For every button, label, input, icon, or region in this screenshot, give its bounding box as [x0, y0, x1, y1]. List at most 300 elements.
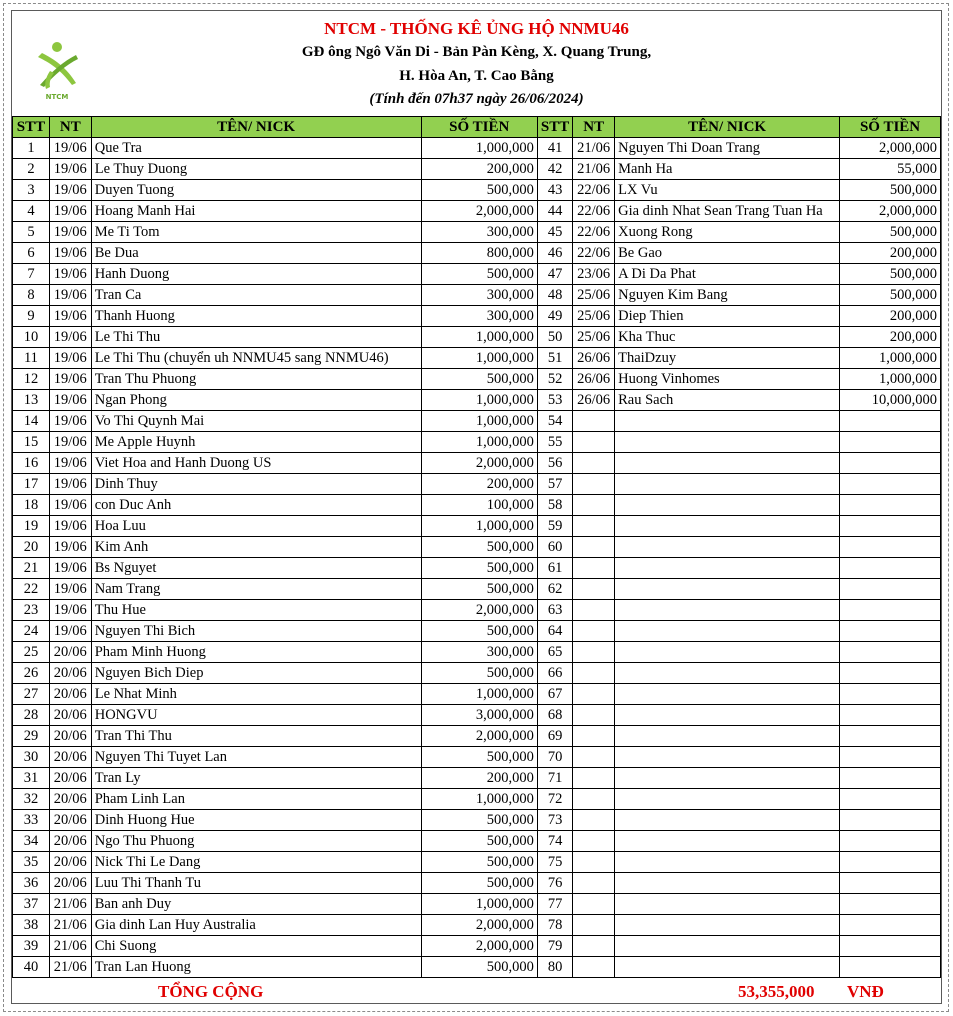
table-row — [13, 264, 941, 285]
cell-date: 22/06 — [573, 180, 615, 201]
cell-amount — [840, 852, 941, 873]
cell-amount — [840, 558, 941, 579]
cell-stt: 5 — [13, 222, 50, 243]
table-row — [13, 642, 941, 663]
sheet — [11, 10, 942, 1004]
cell-date — [573, 726, 615, 747]
table-row — [13, 726, 941, 747]
cell-stt: 52 — [537, 369, 572, 390]
cell-amount: 500,000 — [421, 180, 537, 201]
cell-date: 20/06 — [49, 810, 91, 831]
cell-date: 20/06 — [49, 684, 91, 705]
cell-name — [615, 579, 840, 600]
cell-amount: 2,000,000 — [840, 201, 941, 222]
cell-amount: 500,000 — [421, 957, 537, 978]
table-row — [13, 369, 941, 390]
cell-date: 21/06 — [49, 894, 91, 915]
cell-stt: 24 — [13, 621, 50, 642]
cell-name: Be Gao — [615, 243, 840, 264]
cell-date: 22/06 — [573, 201, 615, 222]
cell-name — [615, 873, 840, 894]
cell-date — [573, 537, 615, 558]
cell-date: 21/06 — [49, 915, 91, 936]
cell-stt: 68 — [537, 705, 572, 726]
cell-name — [615, 894, 840, 915]
cell-name: Rau Sach — [615, 390, 840, 411]
total-amount: 53,355,000 — [738, 982, 815, 1001]
cell-amount — [840, 537, 941, 558]
cell-date: 19/06 — [49, 138, 91, 159]
cell-amount — [840, 642, 941, 663]
cell-name — [615, 747, 840, 768]
cell-stt: 62 — [537, 579, 572, 600]
cell-stt: 19 — [13, 516, 50, 537]
cell-name: Le Thuy Duong — [91, 159, 421, 180]
cell-amount — [840, 453, 941, 474]
cell-name: Gia dinh Nhat Sean Trang Tuan Ha — [615, 201, 840, 222]
cell-date — [573, 684, 615, 705]
cell-amount: 2,000,000 — [421, 726, 537, 747]
cell-date — [573, 936, 615, 957]
cell-amount: 1,000,000 — [421, 432, 537, 453]
cell-name — [615, 642, 840, 663]
cell-stt: 35 — [13, 852, 50, 873]
cell-name: Tran Thu Phuong — [91, 369, 421, 390]
cell-amount: 200,000 — [421, 768, 537, 789]
table-row — [13, 558, 941, 579]
cell-stt: 61 — [537, 558, 572, 579]
cell-date: 25/06 — [573, 306, 615, 327]
cell-date: 26/06 — [573, 369, 615, 390]
cell-amount: 800,000 — [421, 243, 537, 264]
cell-amount: 2,000,000 — [840, 138, 941, 159]
cell-amount — [840, 621, 941, 642]
cell-date: 19/06 — [49, 390, 91, 411]
cell-date: 20/06 — [49, 852, 91, 873]
table-row — [13, 285, 941, 306]
cell-amount: 500,000 — [840, 222, 941, 243]
cell-stt: 53 — [537, 390, 572, 411]
cell-amount — [840, 768, 941, 789]
cell-stt: 16 — [13, 453, 50, 474]
cell-date: 19/06 — [49, 411, 91, 432]
cell-stt: 80 — [537, 957, 572, 978]
cell-name: Le Thi Thu (chuyển uh NNMU45 sang NNMU46) — [91, 348, 421, 369]
cell-name — [615, 684, 840, 705]
cell-stt: 37 — [13, 894, 50, 915]
cell-date: 19/06 — [49, 306, 91, 327]
col-header-nt: NT — [49, 117, 91, 138]
cell-date: 20/06 — [49, 789, 91, 810]
cell-stt: 77 — [537, 894, 572, 915]
cell-date: 19/06 — [49, 537, 91, 558]
cell-name: Xuong Rong — [615, 222, 840, 243]
col-header-stt-2: STT — [537, 117, 572, 138]
cell-date: 22/06 — [573, 243, 615, 264]
cell-amount — [840, 579, 941, 600]
cell-date: 19/06 — [49, 285, 91, 306]
cell-date: 19/06 — [49, 516, 91, 537]
table-row — [13, 873, 941, 894]
table-row — [13, 915, 941, 936]
cell-amount — [840, 705, 941, 726]
cell-name: Pham Minh Huong — [91, 642, 421, 663]
cell-amount: 500,000 — [421, 621, 537, 642]
cell-amount — [840, 789, 941, 810]
cell-date: 21/06 — [573, 138, 615, 159]
cell-name: con Duc Anh — [91, 495, 421, 516]
cell-date — [573, 453, 615, 474]
cell-name: Tran Lan Huong — [91, 957, 421, 978]
cell-date: 19/06 — [49, 327, 91, 348]
cell-name: Tran Ca — [91, 285, 421, 306]
cell-name: Manh Ha — [615, 159, 840, 180]
cell-name — [615, 432, 840, 453]
cell-date — [573, 516, 615, 537]
cell-amount: 1,000,000 — [421, 138, 537, 159]
cell-date: 23/06 — [573, 264, 615, 285]
cell-date — [573, 747, 615, 768]
table-row — [13, 138, 941, 159]
cell-stt: 41 — [537, 138, 572, 159]
cell-name: Nick Thi Le Dang — [91, 852, 421, 873]
cell-amount — [840, 915, 941, 936]
cell-stt: 12 — [13, 369, 50, 390]
cell-stt: 75 — [537, 852, 572, 873]
cell-date: 19/06 — [49, 495, 91, 516]
page-title: NTCM - THỐNG KÊ ỦNG HỘ NNMU46 — [324, 19, 629, 38]
cell-stt: 20 — [13, 537, 50, 558]
cell-amount: 500,000 — [840, 180, 941, 201]
cell-date — [573, 663, 615, 684]
cell-name: Le Nhat Minh — [91, 684, 421, 705]
table-row — [13, 579, 941, 600]
cell-stt: 72 — [537, 789, 572, 810]
cell-amount — [840, 474, 941, 495]
cell-amount: 1,000,000 — [421, 516, 537, 537]
cell-date: 19/06 — [49, 474, 91, 495]
cell-date: 19/06 — [49, 264, 91, 285]
header — [12, 11, 941, 115]
cell-amount: 200,000 — [840, 243, 941, 264]
cell-stt: 34 — [13, 831, 50, 852]
table-row — [13, 789, 941, 810]
cell-amount: 200,000 — [421, 474, 537, 495]
cell-amount: 55,000 — [840, 159, 941, 180]
table-row — [13, 306, 941, 327]
logo-text: NTCM — [45, 93, 69, 101]
cell-date — [573, 894, 615, 915]
cell-name: Nguyen Kim Bang — [615, 285, 840, 306]
table-row — [13, 474, 941, 495]
cell-name — [615, 663, 840, 684]
cell-stt: 36 — [13, 873, 50, 894]
cell-name: HONGVU — [91, 705, 421, 726]
cell-date: 19/06 — [49, 558, 91, 579]
cell-name — [615, 453, 840, 474]
cell-date: 26/06 — [573, 390, 615, 411]
table-row — [13, 453, 941, 474]
cell-date: 25/06 — [573, 285, 615, 306]
cell-amount: 500,000 — [840, 285, 941, 306]
cell-amount — [840, 411, 941, 432]
cell-amount — [840, 957, 941, 978]
total-row — [12, 981, 941, 1003]
table-row — [13, 159, 941, 180]
col-header-amount-2: SỐ TIỀN — [840, 117, 941, 138]
cell-stt: 2 — [13, 159, 50, 180]
cell-stt: 18 — [13, 495, 50, 516]
table-row — [13, 201, 941, 222]
cell-date: 20/06 — [49, 831, 91, 852]
cell-amount: 1,000,000 — [421, 348, 537, 369]
cell-stt: 65 — [537, 642, 572, 663]
cell-name: Nguyen Bich Diep — [91, 663, 421, 684]
cell-stt: 8 — [13, 285, 50, 306]
cell-stt: 11 — [13, 348, 50, 369]
col-header-amount: SỐ TIỀN — [421, 117, 537, 138]
cell-stt: 47 — [537, 264, 572, 285]
cell-stt: 14 — [13, 411, 50, 432]
table-row — [13, 810, 941, 831]
cell-amount: 1,000,000 — [421, 894, 537, 915]
cell-stt: 59 — [537, 516, 572, 537]
cell-stt: 60 — [537, 537, 572, 558]
cell-amount: 500,000 — [421, 663, 537, 684]
donation-table — [12, 116, 941, 978]
cell-amount: 300,000 — [421, 222, 537, 243]
table-row — [13, 411, 941, 432]
cell-name — [615, 705, 840, 726]
cell-amount: 500,000 — [421, 873, 537, 894]
table-row — [13, 831, 941, 852]
table-row — [13, 894, 941, 915]
cell-stt: 73 — [537, 810, 572, 831]
table-row — [13, 852, 941, 873]
cell-amount — [840, 747, 941, 768]
cell-date: 21/06 — [573, 159, 615, 180]
cell-amount: 1,000,000 — [421, 789, 537, 810]
cell-stt: 28 — [13, 705, 50, 726]
cell-amount: 100,000 — [421, 495, 537, 516]
cell-stt: 23 — [13, 600, 50, 621]
cell-date — [573, 558, 615, 579]
cell-stt: 54 — [537, 411, 572, 432]
cell-date — [573, 789, 615, 810]
cell-amount: 1,000,000 — [421, 411, 537, 432]
table-row — [13, 621, 941, 642]
cell-name: Diep Thien — [615, 306, 840, 327]
cell-name — [615, 936, 840, 957]
cell-stt: 51 — [537, 348, 572, 369]
cell-name — [615, 915, 840, 936]
cell-date: 20/06 — [49, 768, 91, 789]
cell-name — [615, 810, 840, 831]
cell-date — [573, 642, 615, 663]
cell-date: 19/06 — [49, 201, 91, 222]
cell-stt: 78 — [537, 915, 572, 936]
cell-stt: 33 — [13, 810, 50, 831]
cell-name: Vo Thi Quynh Mai — [91, 411, 421, 432]
cell-amount — [840, 684, 941, 705]
table-row — [13, 432, 941, 453]
cell-amount: 1,000,000 — [840, 369, 941, 390]
cell-name: Dinh Huong Hue — [91, 810, 421, 831]
cell-stt: 21 — [13, 558, 50, 579]
col-header-name-2: TÊN/ NICK — [615, 117, 840, 138]
cell-amount: 500,000 — [421, 264, 537, 285]
cell-amount: 500,000 — [421, 852, 537, 873]
cell-date: 19/06 — [49, 453, 91, 474]
cell-amount — [840, 516, 941, 537]
cell-date — [573, 474, 615, 495]
col-header-nt-2: NT — [573, 117, 615, 138]
cell-stt: 57 — [537, 474, 572, 495]
cell-stt: 13 — [13, 390, 50, 411]
table-row — [13, 705, 941, 726]
cell-date: 20/06 — [49, 873, 91, 894]
cell-name: Hanh Duong — [91, 264, 421, 285]
cell-amount: 1,000,000 — [421, 327, 537, 348]
cell-date: 19/06 — [49, 348, 91, 369]
cell-name: Duyen Tuong — [91, 180, 421, 201]
cell-stt: 1 — [13, 138, 50, 159]
cell-name: A Di Da Phat — [615, 264, 840, 285]
cell-date: 20/06 — [49, 663, 91, 684]
cell-date — [573, 852, 615, 873]
cell-name — [615, 600, 840, 621]
cell-name: Hoa Luu — [91, 516, 421, 537]
cell-amount — [840, 726, 941, 747]
cell-name — [615, 621, 840, 642]
cell-name: Chi Suong — [91, 936, 421, 957]
cell-date — [573, 873, 615, 894]
cell-date: 20/06 — [49, 642, 91, 663]
table-row — [13, 516, 941, 537]
cell-stt: 70 — [537, 747, 572, 768]
table-row — [13, 747, 941, 768]
cell-amount: 500,000 — [421, 579, 537, 600]
cell-date: 26/06 — [573, 348, 615, 369]
cell-date: 19/06 — [49, 369, 91, 390]
cell-stt: 79 — [537, 936, 572, 957]
cell-amount: 2,000,000 — [421, 915, 537, 936]
cell-stt: 15 — [13, 432, 50, 453]
cell-amount: 200,000 — [840, 327, 941, 348]
cell-date — [573, 768, 615, 789]
cell-name: Viet Hoa and Hanh Duong US — [91, 453, 421, 474]
cell-date: 20/06 — [49, 747, 91, 768]
cell-amount: 500,000 — [421, 537, 537, 558]
table-row — [13, 768, 941, 789]
cell-amount: 2,000,000 — [421, 600, 537, 621]
cell-stt: 42 — [537, 159, 572, 180]
cell-name — [615, 411, 840, 432]
cell-amount: 2,000,000 — [421, 936, 537, 957]
cell-name: Hoang Manh Hai — [91, 201, 421, 222]
cell-date: 25/06 — [573, 327, 615, 348]
cell-date — [573, 705, 615, 726]
cell-stt: 30 — [13, 747, 50, 768]
table-row — [13, 684, 941, 705]
cell-amount: 500,000 — [421, 558, 537, 579]
cell-stt: 69 — [537, 726, 572, 747]
cell-name: Me Apple Huynh — [91, 432, 421, 453]
cell-stt: 25 — [13, 642, 50, 663]
subtitle-line-2: H. Hòa An, T. Cao Bằng — [399, 68, 554, 84]
cell-name: Tran Ly — [91, 768, 421, 789]
total-label: TỔNG CỘNG — [158, 982, 264, 1001]
cell-name: Be Dua — [91, 243, 421, 264]
cell-amount: 1,000,000 — [840, 348, 941, 369]
cell-amount — [840, 600, 941, 621]
cell-name: Ban anh Duy — [91, 894, 421, 915]
cell-amount — [840, 495, 941, 516]
cell-date — [573, 600, 615, 621]
cell-amount — [840, 873, 941, 894]
cell-amount — [840, 894, 941, 915]
cell-date: 19/06 — [49, 432, 91, 453]
cell-stt: 45 — [537, 222, 572, 243]
cell-amount — [840, 663, 941, 684]
table-row — [13, 222, 941, 243]
cell-stt: 26 — [13, 663, 50, 684]
cell-date: 19/06 — [49, 180, 91, 201]
cell-name: Thu Hue — [91, 600, 421, 621]
cell-stt: 50 — [537, 327, 572, 348]
table-row — [13, 600, 941, 621]
cell-date: 19/06 — [49, 159, 91, 180]
cell-stt: 43 — [537, 180, 572, 201]
cell-amount: 500,000 — [421, 810, 537, 831]
cell-name: Tran Thi Thu — [91, 726, 421, 747]
cell-stt: 46 — [537, 243, 572, 264]
cell-stt: 67 — [537, 684, 572, 705]
table-row — [13, 243, 941, 264]
cell-stt: 39 — [13, 936, 50, 957]
cell-name: Ngo Thu Phuong — [91, 831, 421, 852]
cell-stt: 71 — [537, 768, 572, 789]
cell-amount — [840, 810, 941, 831]
cell-amount: 200,000 — [421, 159, 537, 180]
table-row — [13, 957, 941, 978]
cell-date: 19/06 — [49, 600, 91, 621]
cell-stt: 27 — [13, 684, 50, 705]
subtitle-line-1: GĐ ông Ngô Văn Di - Bản Pàn Kèng, X. Quang Trung, — [301, 44, 652, 60]
cell-date — [573, 831, 615, 852]
cell-date: 20/06 — [49, 726, 91, 747]
cell-amount: 300,000 — [421, 642, 537, 663]
cell-name — [615, 768, 840, 789]
table-row — [13, 180, 941, 201]
cell-stt: 56 — [537, 453, 572, 474]
cell-date — [573, 411, 615, 432]
cell-amount: 2,000,000 — [421, 201, 537, 222]
cell-stt: 74 — [537, 831, 572, 852]
cell-name — [615, 537, 840, 558]
cell-name — [615, 474, 840, 495]
col-header-stt: STT — [13, 117, 50, 138]
cell-name: Dinh Thuy — [91, 474, 421, 495]
cell-name: Le Thi Thu — [91, 327, 421, 348]
cell-name — [615, 516, 840, 537]
cell-amount: 3,000,000 — [421, 705, 537, 726]
cell-name: Gia dinh Lan Huy Australia — [91, 915, 421, 936]
cell-stt: 63 — [537, 600, 572, 621]
cell-amount: 200,000 — [840, 306, 941, 327]
cell-amount: 2,000,000 — [421, 453, 537, 474]
cell-amount: 500,000 — [421, 747, 537, 768]
